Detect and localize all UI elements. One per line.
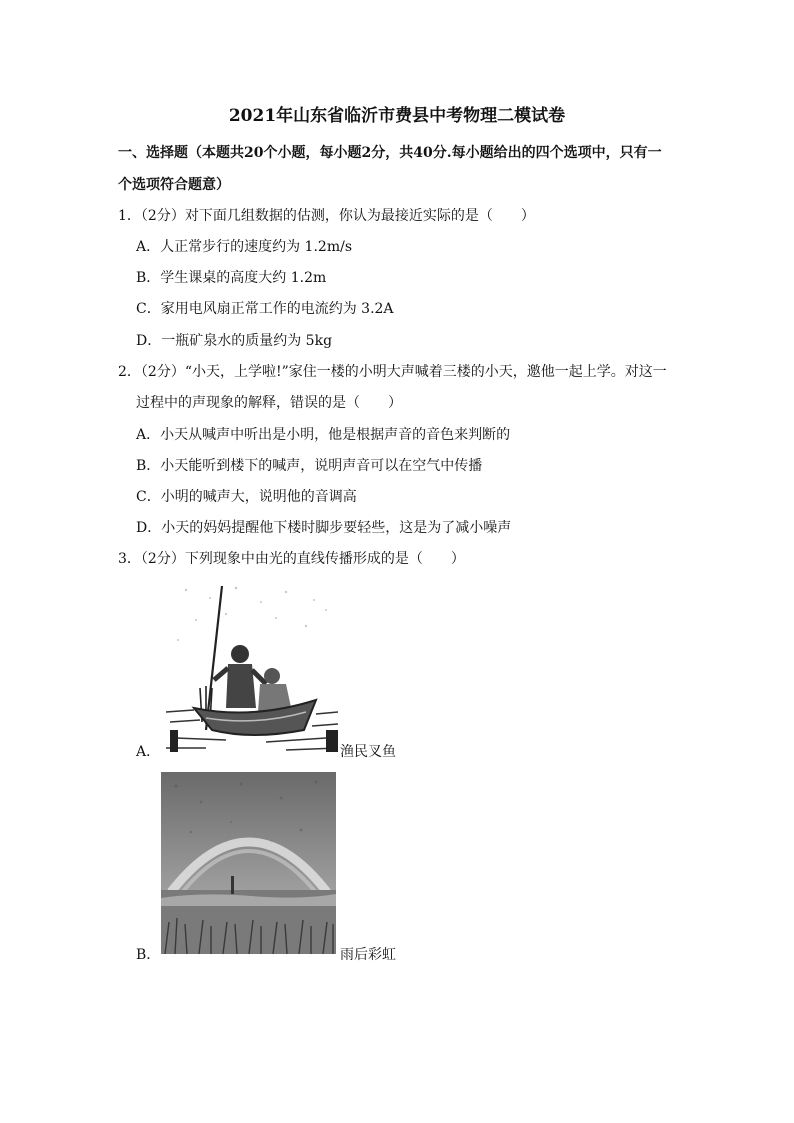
section-heading-line2: 个选项符合题意） xyxy=(118,177,230,193)
question-1-stem: 1．（2分）对下面几组数据的估测，你认为最接近实际的是（ ） xyxy=(118,208,535,224)
question-3-option-b-letter: B． xyxy=(136,947,161,963)
question-3-option-a-caption: 渔民叉鱼 xyxy=(340,744,396,760)
question-3-option-b-caption: 雨后彩虹 xyxy=(340,947,396,963)
question-3-stem: 3．（2分）下列现象中由光的直线传播形成的是（ ） xyxy=(118,551,465,567)
fisherman-spearing-image xyxy=(166,580,338,752)
question-2-option-b: B．小天能听到楼下的喊声，说明声音可以在空气中传播 xyxy=(136,458,483,474)
question-2-stem-cont: 过程中的声现象的解释，错误的是（ ） xyxy=(136,395,402,411)
question-2-option-a: A．小天从喊声中听出是小明，他是根据声音的音色来判断的 xyxy=(136,427,511,443)
question-1-option-a: A．人正常步行的速度约为 1.2m/s xyxy=(136,239,353,255)
question-1-option-b: B．学生课桌的高度大约 1.2m xyxy=(136,270,327,286)
section-heading-line1: 一、选择题（本题共20个小题，每小题2分，共40分.每小题给出的四个选项中，只有一 xyxy=(118,145,662,161)
question-1-option-c: C．家用电风扇正常工作的电流约为 3.2A xyxy=(136,301,394,317)
question-2-stem: 2．（2分）“小天，上学啦!”家住一楼的小明大声喊着三楼的小天，邀他一起上学。对这一 xyxy=(118,364,667,380)
question-3-option-a-letter: A． xyxy=(136,744,161,760)
question-2-option-c: C．小明的喊声大，说明他的音调高 xyxy=(136,489,357,505)
question-1-option-d: D．一瓶矿泉水的质量约为 5kg xyxy=(136,333,333,349)
rainbow-image xyxy=(161,772,336,954)
question-2-option-d: D．小天的妈妈提醒他下楼时脚步要轻些，这是为了减小噪声 xyxy=(136,520,512,536)
page-title: 2021年山东省临沂市费县中考物理二模试卷 xyxy=(228,106,566,126)
